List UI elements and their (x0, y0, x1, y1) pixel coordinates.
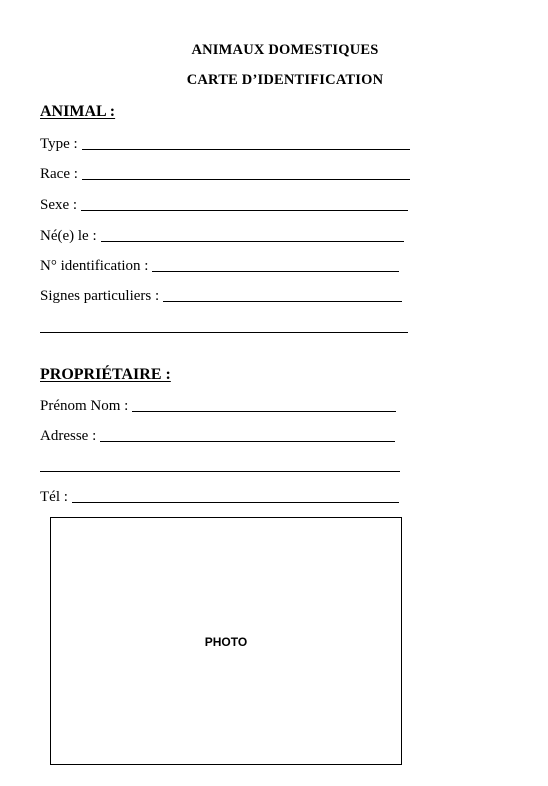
owner-name-label: Prénom Nom : (40, 398, 129, 414)
birthdate-label: Né(e) le : (40, 228, 97, 244)
race-input-line[interactable] (82, 178, 410, 180)
type-input-line[interactable] (82, 148, 410, 150)
identification-field (40, 255, 399, 275)
address-input-line[interactable] (100, 440, 395, 442)
race-label: Race : (40, 166, 78, 182)
type-label: Type : (40, 136, 78, 152)
identification-label: N° identification : (40, 258, 149, 274)
phone-input-line[interactable] (72, 501, 399, 503)
owner-name-input-line[interactable] (132, 410, 396, 412)
signes-continuation-line[interactable] (40, 331, 408, 333)
address-field (40, 425, 395, 445)
signes-field (40, 285, 402, 305)
signes-input-line[interactable] (163, 300, 402, 302)
phone-label: Tél : (40, 489, 68, 505)
address-label: Adresse : (40, 428, 97, 444)
address-continuation-line[interactable] (40, 470, 400, 472)
race-field (40, 163, 410, 183)
sexe-input-line[interactable] (81, 209, 408, 211)
animal-section-heading: ANIMAL : (40, 103, 116, 120)
owner-section-heading: PROPRIÉTAIRE : (40, 366, 171, 383)
identification-input-line[interactable] (152, 270, 399, 272)
card-subtitle: CARTE D’IDENTIFICATION (186, 72, 384, 88)
photo-box[interactable] (50, 517, 402, 765)
owner-name-field (40, 395, 396, 415)
card-title: ANIMAUX DOMESTIQUES (191, 42, 379, 58)
phone-field (40, 486, 399, 506)
sexe-field (40, 194, 408, 214)
type-field (40, 133, 410, 153)
signes-label: Signes particuliers : (40, 288, 160, 304)
sexe-label: Sexe : (40, 197, 78, 213)
photo-label: PHOTO (204, 635, 248, 649)
birthdate-field (40, 225, 404, 245)
birthdate-input-line[interactable] (101, 240, 404, 242)
